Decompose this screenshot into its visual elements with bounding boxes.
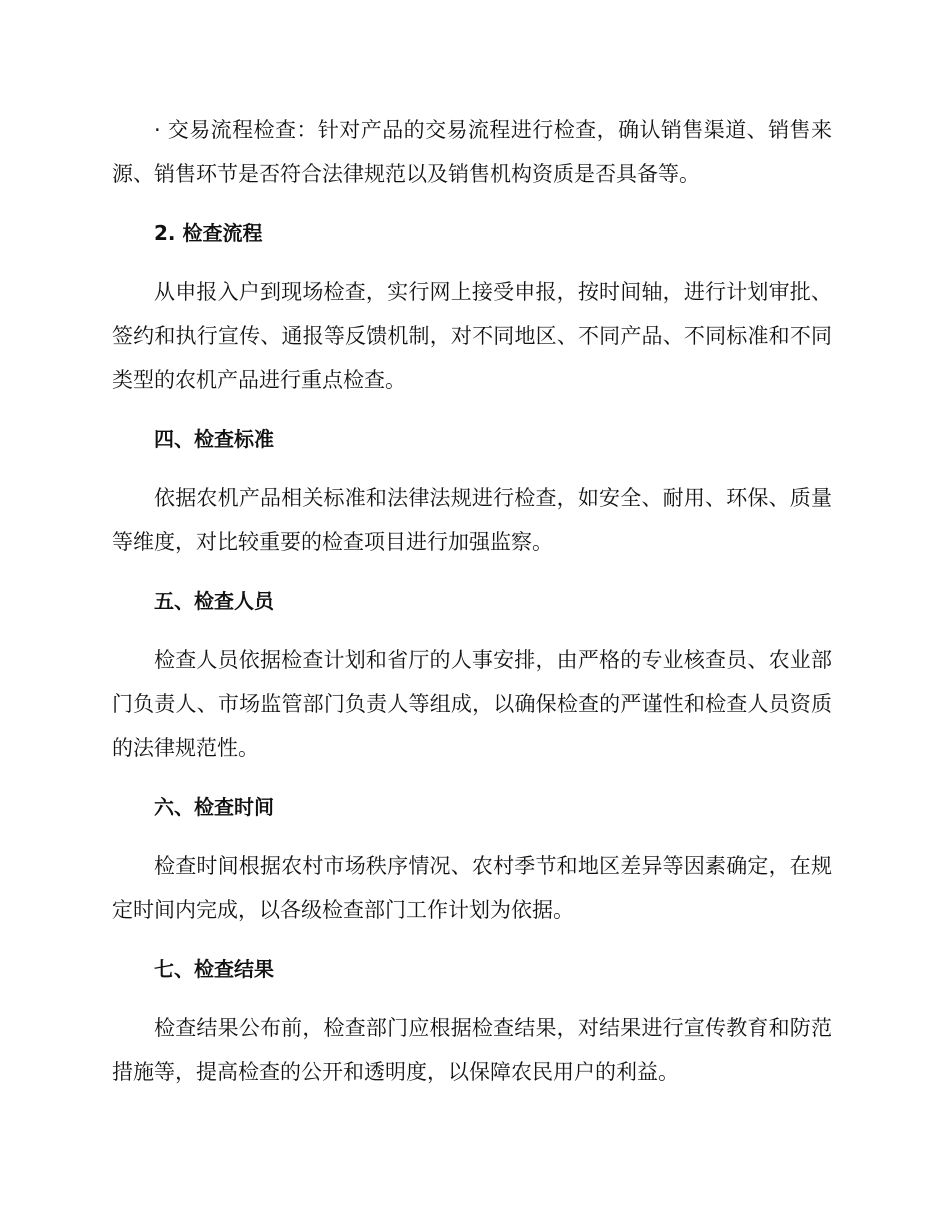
heading-inspection-results: 七、检查结果 [154,957,274,981]
document-page [112,108,832,1109]
heading-inspection-time: 六、检查时间 [154,795,274,819]
paragraph-inspection-standards: 依据农机产品相关标准和法律法规进行检查，如安全、耐用、环保、质量等维度，对比较重要的检查项目进行加强监察。 [112,486,832,554]
paragraph-inspection-process: 从申报入户到现场检查，实行网上接受申报，按时间轴，进行计划审批、签约和执行宣传、通报等反馈机制，对不同地区、不同产品、不同标准和不同类型的农机产品进行重点检查。 [112,280,832,392]
heading-inspection-personnel: 五、检查人员 [154,589,274,613]
heading-inspection-process: 2. 检查流程 [154,221,263,245]
paragraph-inspection-personnel: 检查人员依据检查计划和省厅的人事安排，由严格的专业核查员、农业部门负责人、市场监管部门负责人等组成，以确保检查的严谨性和检查人员资质的法律规范性。 [112,648,832,760]
paragraph-inspection-time: 检查时间根据农村市场秩序情况、农村季节和地区差异等因素确定，在规定时间内完成，以各级检查部门工作计划为依据。 [112,854,832,922]
paragraph-inspection-results: 检查结果公布前，检查部门应根据检查结果，对结果进行宣传教育和防范措施等，提高检查的公开和透明度，以保障农民用户的利益。 [112,1016,832,1084]
paragraph-transaction-check: · 交易流程检查：针对产品的交易流程进行检查，确认销售渠道、销售来源、销售环节是否符合法律规范以及销售机构资质是否具备等。 [112,118,832,186]
heading-inspection-standards: 四、检查标准 [154,427,274,451]
